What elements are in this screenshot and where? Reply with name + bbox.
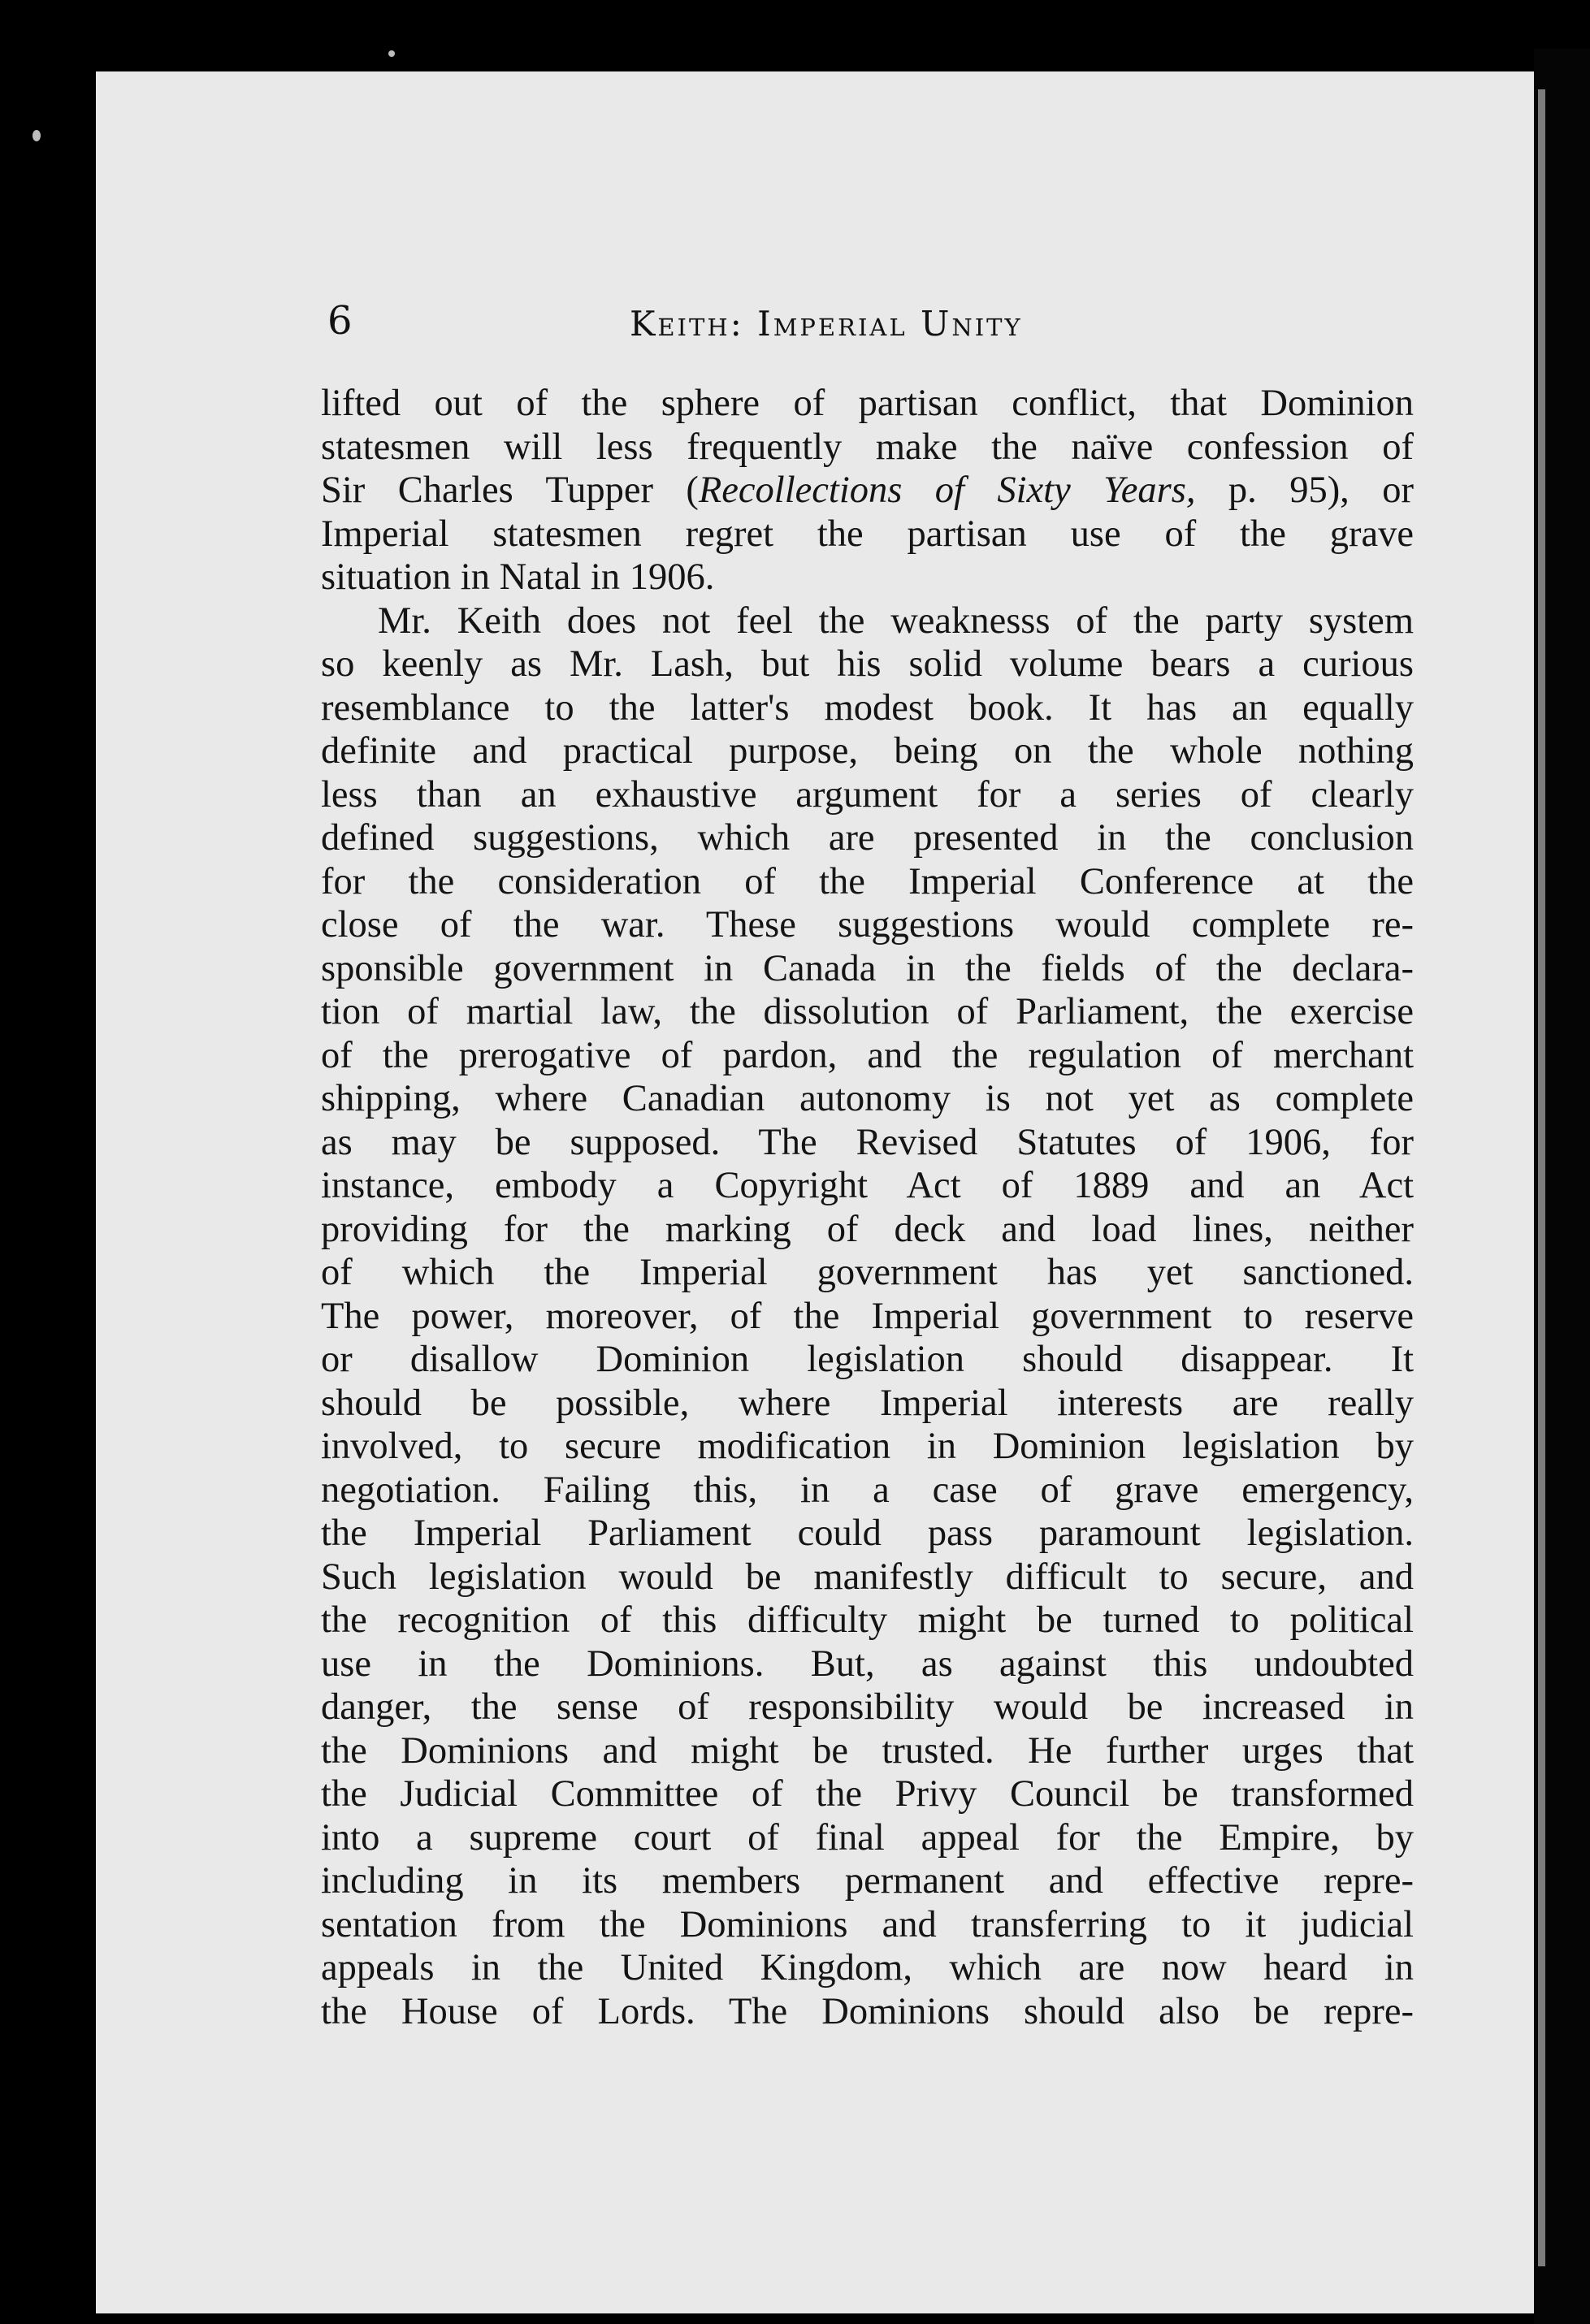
page-number: 6 — [327, 298, 353, 344]
running-title: Keith: Imperial Unity — [630, 304, 1023, 344]
text-line: the House of Lords. The Dominions should also be repre- — [321, 1990, 1414, 2032]
text-line: the Judicial Committee of the Privy Council be transformed — [321, 1773, 1414, 1815]
text-line: for the consideration of the Imperial Conference at the — [321, 860, 1414, 902]
text-line: the Dominions and might be trusted. He further urges that — [321, 1729, 1414, 1772]
running-header — [230, 292, 1416, 349]
text-line: shipping, where Canadian autonomy is not yet as complete — [321, 1078, 1414, 1119]
text-line: less than an exhaustive argument for a series of clearly — [321, 773, 1414, 816]
text-line: Such legislation would be manifestly difficult to secure, and — [321, 1556, 1414, 1598]
scan-speck — [32, 130, 41, 141]
text-line: the Imperial Parliament could pass paramount legislation. — [321, 1513, 1414, 1554]
text-line: Mr. Keith does not feel the weaknesss of the party system — [378, 599, 1414, 642]
scan-speck — [388, 50, 395, 57]
text-line: The power, moreover, of the Imperial government to reserve — [321, 1295, 1414, 1337]
text-line: providing for the marking of deck and load lines, neither — [321, 1208, 1414, 1250]
text-line: should be possible, where Imperial interests are really — [321, 1382, 1414, 1424]
text-line: statesmen will less frequently make the naïve confession of — [321, 426, 1414, 468]
text-line: definite and practical purpose, being on the whole nothing — [321, 730, 1414, 772]
citation-prefix: Sir Charles Tupper ( — [321, 470, 699, 511]
text-line: as may be supposed. The Revised Statutes of 1906, for — [321, 1121, 1414, 1163]
text-line: defined suggestions, which are presented in the conclusion — [321, 817, 1414, 859]
text-line: of the prerogative of pardon, and the regulation of merchant — [321, 1034, 1414, 1076]
text-line: sponsible government in Canada in the fields of the declara- — [321, 947, 1414, 989]
text-line: of which the Imperial government has yet sanctioned. — [321, 1252, 1414, 1293]
page-gutter-sliver — [1538, 89, 1545, 2266]
text-line: the recognition of this difficulty might be turned to political — [321, 1599, 1414, 1641]
text-line: into a supreme court of final appeal for the Empire, by — [321, 1816, 1414, 1859]
text-line: use in the Dominions. But, as against this undoubted — [321, 1642, 1414, 1685]
text-line: negotiation. Failing this, in a case of grave emergency, — [321, 1469, 1414, 1511]
text-line: danger, the sense of responsibility would be increased in — [321, 1686, 1414, 1728]
text-line-citation — [321, 469, 1414, 513]
text-line: lifted out of the sphere of partisan conflict, that Dominion — [321, 383, 1414, 424]
paragraph-1 — [321, 382, 1414, 599]
text-line: close of the war. These suggestions would complete re- — [321, 904, 1414, 946]
text-line: instance, embody a Copyright Act of 1889 and an Act — [321, 1165, 1414, 1206]
citation-suffix: p. 95), or — [1195, 470, 1414, 511]
text-line: resemblance to the latter's modest book. It has an equally — [321, 686, 1414, 729]
text-line: including in its members permanent and effective repre- — [321, 1860, 1414, 1902]
text-line: or disallow Dominion legislation should disappear. It — [321, 1339, 1414, 1380]
text-line: tion of martial law, the dissolution of Parliament, the exercise — [321, 991, 1414, 1032]
text-line: so keenly as Mr. Lash, but his solid volume bears a curious — [321, 643, 1414, 685]
paragraph-2 — [321, 599, 1414, 2034]
text-line: involved, to secure modification in Dominion legislation by — [321, 1426, 1414, 1467]
text-line: situation in Natal in 1906. — [321, 556, 715, 598]
text-line: appeals in the United Kingdom, which are now heard in — [321, 1947, 1414, 1989]
citation-title: Recollections of Sixty Years, — [698, 470, 1196, 511]
text-line: Imperial statesmen regret the partisan use of the grave — [321, 513, 1414, 555]
text-line: sentation from the Dominions and transferring to it judicial — [321, 1903, 1414, 1945]
body-text — [321, 382, 1414, 2033]
